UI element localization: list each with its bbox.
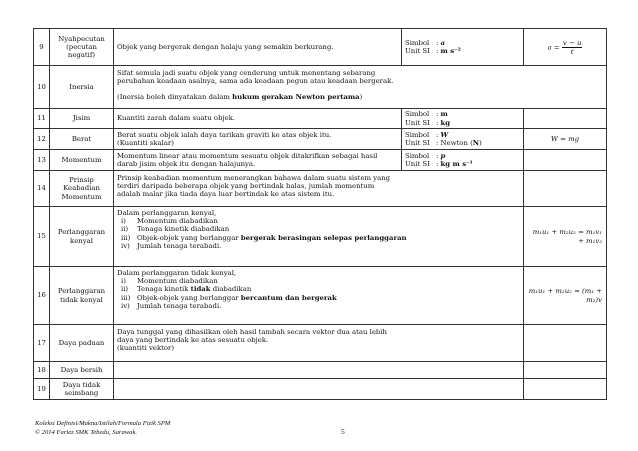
term-cell: Berat — [50, 129, 114, 150]
property-list — [117, 217, 520, 250]
term-cell: Prinsip Keabadian Momentum — [50, 171, 114, 207]
property-list — [117, 277, 520, 310]
symbol-cell: Simbol : W Unit SI : Newton (N) — [402, 129, 524, 150]
term-cell: Daya bersih — [50, 362, 114, 379]
table-row — [34, 207, 607, 267]
term-cell: Inersia — [50, 66, 114, 109]
formula-cell: m₁u₁ + m₂u₂ = m₁v₁ + m₂v₂ — [524, 207, 607, 267]
formula-cell: W = mg — [524, 129, 607, 150]
formula-cell — [524, 150, 607, 171]
symbol-cell: Simbol : p Unit SI : kg m s⁻¹ — [402, 150, 524, 171]
term-cell: Perlanggaran kenyal — [50, 207, 114, 267]
definition-cell: Kuantiti zarah dalam suatu objek. — [114, 109, 402, 129]
term-cell: Nyahpecutan (pecutan negatif) — [50, 29, 114, 66]
table-row — [34, 109, 607, 129]
symbol-cell: Simbol : m Unit SI : kg — [402, 109, 524, 129]
formula-cell — [524, 362, 607, 379]
term-cell: Perlanggaran tidak kenyal — [50, 267, 114, 325]
row-number: 17 — [34, 325, 50, 362]
list-item: ii) Tenaga kinetik tidak diabadikan — [121, 285, 252, 294]
definition-cell: Dalam perlanggaran kenyal, i) Momentum diabadikan ii) Tenaga kinetik diabadikan iii) Objek-objek yang berlanggar bergerak berasingan selepas perlanggaran iv) Jumlah tenaga terabadi. — [114, 207, 524, 267]
symbol-cell: Simbol : a Unit SI : m s⁻² — [402, 29, 524, 66]
formula-cell — [524, 109, 607, 129]
fraction: $\frac{v - u}{t}$ — [562, 38, 582, 56]
table-row — [34, 150, 607, 171]
definition-cell — [114, 362, 524, 379]
formula-cell: m₁u₁ + m₂u₂ = (m₁ + m₂)v — [524, 267, 607, 325]
definition-cell: Sifat semula jadi suatu objek yang cenderung untuk menentang sebarang perubahan keadaan asalnya, sama ada keadaan pegun atau keadaan bergerak. (Inersia boleh dinyatakan dalam hukum gerakan Newton pertama) — [114, 66, 607, 109]
definition-cell: Berat suatu objek ialah daya tarikan graviti ke atas objek itu. (Kuantiti skalar) — [114, 129, 402, 150]
definition-cell: Daya tunggal yang dihasilkan oleh hasil tambah secara vektor dua atau lebih daya yang bertindak ke atas sesuatu objek. (kuantiti vektor) — [114, 325, 524, 362]
footer-title: Koleksi Definisi/Makna/Istilah/Formula Fizik SPM — [35, 420, 171, 427]
definition-cell: Momentum linear atau momentum sesuatu objek ditakrifkan sebagai hasil darab jisim objek itu dengan halajunya. — [114, 150, 402, 171]
row-number: 10 — [34, 66, 50, 109]
formula-cell — [524, 379, 607, 400]
row-number: 13 — [34, 150, 50, 171]
row-number: 15 — [34, 207, 50, 267]
row-number: 18 — [34, 362, 50, 379]
definition-cell: Objek yang bergerak dengan halaju yang semakin berkurang. — [114, 29, 402, 66]
list-item: i) Momentum diabadikan — [121, 277, 218, 286]
definition-table — [33, 28, 607, 400]
table-row — [34, 379, 607, 400]
term-cell: Daya tidak seimbang — [50, 379, 114, 400]
table-row — [34, 267, 607, 325]
list-item: iii) Objek-objek yang berlanggar bercantum dan bergerak — [121, 293, 337, 302]
page-number: 5 — [341, 427, 345, 436]
row-number: 14 — [34, 171, 50, 207]
definition-cell: Prinsip keabadian momentum menerangkan bahawa dalam suatu sistem yang terdiri daripada beberapa objek yang bertindak balas, jumlah momentum adalah malar jika tiada daya luar bertindak ke atas sistem itu. — [114, 171, 524, 207]
list-item: iv) Jumlah tenaga terabadi. — [121, 301, 222, 310]
list-item: i) Momentum diabadikan — [121, 217, 218, 226]
table-row — [34, 129, 607, 150]
term-cell: Momentum — [50, 150, 114, 171]
formula-cell: a = $\frac{v - u}{t}$ — [524, 29, 607, 66]
row-number: 16 — [34, 267, 50, 325]
table-row — [34, 171, 607, 207]
formula-cell — [524, 171, 607, 207]
definition-cell — [114, 379, 524, 400]
term-cell: Daya paduan — [50, 325, 114, 362]
table-row — [34, 362, 607, 379]
footer — [35, 419, 170, 437]
row-number: 9 — [34, 29, 50, 66]
term-cell: Jisim — [50, 109, 114, 129]
table-row — [34, 29, 607, 66]
row-number: 19 — [34, 379, 50, 400]
formula-cell — [524, 325, 607, 362]
table-row — [34, 325, 607, 362]
list-item: iv) Jumlah tenaga terabadi. — [121, 241, 222, 250]
definition-cell: Dalam perlanggaran tidak kenyal, i) Momentum diabadikan ii) Tenaga kinetik tidak diabadikan iii) Objek-objek yang berlanggar bercantum dan bergerak iv) Jumlah tenaga terabadi. — [114, 267, 524, 325]
row-number: 11 — [34, 109, 50, 129]
row-number: 12 — [34, 129, 50, 150]
list-item: ii) Tenaga kinetik diabadikan — [121, 225, 230, 234]
table-row — [34, 66, 607, 109]
footer-copyright: © 2014 Fariez SMK Tebedu, Sarawak. — [35, 429, 138, 436]
list-item: iii) Objek-objek yang berlanggar bergerak berasingan selepas perlanggaran — [121, 233, 407, 242]
